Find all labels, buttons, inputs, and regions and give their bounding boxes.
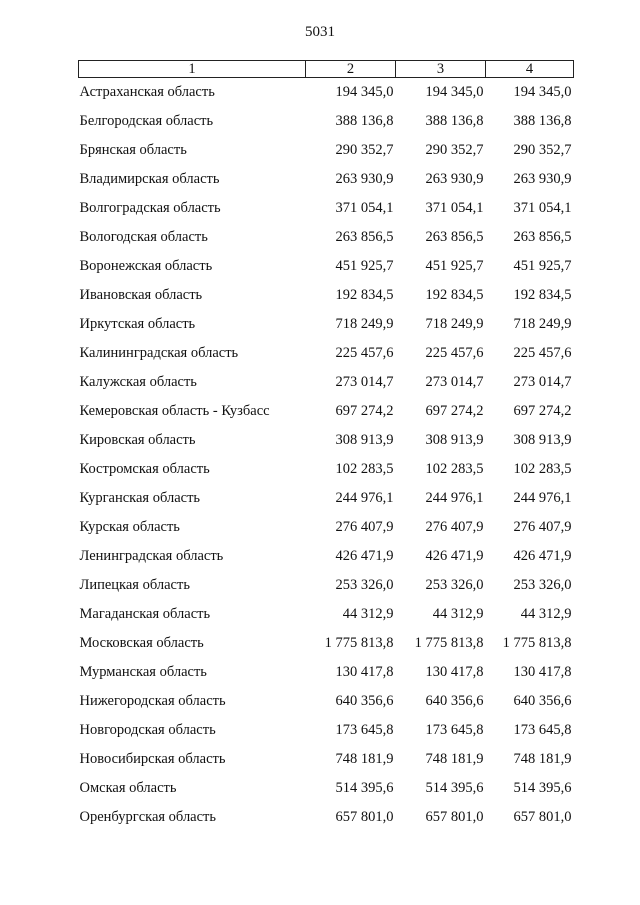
table-row	[79, 252, 574, 281]
table-row	[79, 600, 574, 629]
value-cell-col-4: 514 395,6	[513, 780, 572, 796]
value-cell-col-4: 276 407,9	[513, 519, 572, 535]
region-name: Магаданская область	[79, 606, 211, 622]
value-cell-col-4: 1 775 813,8	[502, 635, 572, 651]
value-cell-col-2: 718 249,9	[335, 316, 394, 332]
value-cell-col-2: 514 395,6	[335, 780, 394, 796]
value-cell-col-3: 102 283,5	[425, 461, 484, 477]
table-row	[79, 165, 574, 194]
value-cell-col-3: 697 274,2	[425, 403, 484, 419]
column-header-1: 1	[79, 61, 306, 78]
region-name: Московская область	[79, 635, 204, 651]
value-cell-col-3: 426 471,9	[425, 548, 484, 564]
table-row	[79, 513, 574, 542]
table-body	[79, 78, 574, 833]
value-cell-col-2: 263 856,5	[335, 229, 394, 245]
value-cell-col-4: 253 326,0	[513, 577, 572, 593]
table-row	[79, 310, 574, 339]
value-cell-col-2: 308 913,9	[335, 432, 394, 448]
region-name: Кемеровская область - Кузбасс	[79, 403, 270, 419]
value-cell-col-3: 192 834,5	[425, 287, 484, 303]
value-cell-col-4: 130 417,8	[513, 664, 572, 680]
table-row	[79, 223, 574, 252]
value-cell-col-2: 1 775 813,8	[324, 635, 394, 651]
table-row	[79, 78, 574, 108]
value-cell-col-3: 657 801,0	[425, 809, 484, 825]
value-cell-col-3: 451 925,7	[425, 258, 484, 274]
value-cell-col-2: 276 407,9	[335, 519, 394, 535]
value-cell-col-4: 173 645,8	[513, 722, 572, 738]
value-cell-col-3: 263 930,9	[425, 171, 484, 187]
value-cell-col-4: 640 356,6	[513, 693, 572, 709]
region-name: Воронежская область	[79, 258, 213, 274]
value-cell-col-2: 748 181,9	[335, 751, 394, 767]
value-cell-col-4: 263 856,5	[513, 229, 572, 245]
value-cell-col-4: 44 312,9	[520, 606, 572, 622]
value-cell-col-3: 640 356,6	[425, 693, 484, 709]
table-row	[79, 745, 574, 774]
table-row	[79, 281, 574, 310]
region-name: Курганская область	[79, 490, 201, 506]
value-cell-col-2: 371 054,1	[335, 200, 394, 216]
region-name: Кировская область	[79, 432, 196, 448]
table-row	[79, 687, 574, 716]
budget-table	[78, 60, 574, 832]
value-cell-col-3: 244 976,1	[425, 490, 484, 506]
value-cell-col-2: 640 356,6	[335, 693, 394, 709]
region-name: Астраханская область	[79, 84, 215, 100]
region-name: Новгородская область	[79, 722, 216, 738]
table-row	[79, 107, 574, 136]
value-cell-col-2: 225 457,6	[335, 345, 394, 361]
value-cell-col-3: 44 312,9	[432, 606, 484, 622]
region-name: Брянская область	[79, 142, 187, 158]
region-name: Омская область	[79, 780, 177, 796]
table-row	[79, 571, 574, 600]
value-cell-col-4: 308 913,9	[513, 432, 572, 448]
page-number: 5031	[305, 24, 335, 40]
value-cell-col-4: 273 014,7	[513, 374, 572, 390]
region-name: Калининградская область	[79, 345, 239, 361]
value-cell-col-2: 426 471,9	[335, 548, 394, 564]
value-cell-col-2: 273 014,7	[335, 374, 394, 390]
table-row	[79, 658, 574, 687]
value-cell-col-4: 426 471,9	[513, 548, 572, 564]
region-name: Вологодская область	[79, 229, 208, 245]
region-name: Калужская область	[79, 374, 197, 390]
value-cell-col-3: 388 136,8	[425, 113, 484, 129]
value-cell-col-3: 1 775 813,8	[414, 635, 484, 651]
value-cell-col-3: 308 913,9	[425, 432, 484, 448]
table-row	[79, 542, 574, 571]
value-cell-col-2: 130 417,8	[335, 664, 394, 680]
region-name: Нижегородская область	[79, 693, 226, 709]
value-cell-col-3: 194 345,0	[425, 84, 484, 100]
region-name: Мурманская область	[79, 664, 207, 680]
value-cell-col-4: 718 249,9	[513, 316, 572, 332]
value-cell-col-3: 130 417,8	[425, 664, 484, 680]
value-cell-col-3: 173 645,8	[425, 722, 484, 738]
region-name: Волгоградская область	[79, 200, 221, 216]
value-cell-col-3: 263 856,5	[425, 229, 484, 245]
value-cell-col-4: 451 925,7	[513, 258, 572, 274]
value-cell-col-2: 451 925,7	[335, 258, 394, 274]
value-cell-col-3: 371 054,1	[425, 200, 484, 216]
value-cell-col-2: 244 976,1	[335, 490, 394, 506]
value-cell-col-4: 225 457,6	[513, 345, 572, 361]
value-cell-col-4: 748 181,9	[513, 751, 572, 767]
value-cell-col-2: 102 283,5	[335, 461, 394, 477]
value-cell-col-4: 388 136,8	[513, 113, 572, 129]
table-row	[79, 426, 574, 455]
value-cell-col-4: 371 054,1	[513, 200, 572, 216]
value-cell-col-2: 44 312,9	[342, 606, 394, 622]
value-cell-col-3: 514 395,6	[425, 780, 484, 796]
value-cell-col-2: 697 274,2	[335, 403, 394, 419]
table-row	[79, 629, 574, 658]
value-cell-col-4: 102 283,5	[513, 461, 572, 477]
table-row	[79, 397, 574, 426]
region-name: Липецкая область	[79, 577, 190, 593]
value-cell-col-2: 192 834,5	[335, 287, 394, 303]
value-cell-col-4: 194 345,0	[513, 84, 572, 100]
region-name: Новосибирская область	[79, 751, 226, 767]
region-name: Оренбургская область	[79, 809, 217, 825]
table-row	[79, 339, 574, 368]
value-cell-col-4: 657 801,0	[513, 809, 572, 825]
table-row	[79, 136, 574, 165]
value-cell-col-3: 748 181,9	[425, 751, 484, 767]
region-name: Владимирская область	[79, 171, 220, 187]
value-cell-col-3: 290 352,7	[425, 142, 484, 158]
table-header	[79, 61, 574, 78]
region-name: Ивановская область	[79, 287, 203, 303]
value-cell-col-2: 657 801,0	[335, 809, 394, 825]
value-cell-col-4: 290 352,7	[513, 142, 572, 158]
column-header-2: 2	[306, 61, 396, 78]
value-cell-col-2: 194 345,0	[335, 84, 394, 100]
value-cell-col-2: 253 326,0	[335, 577, 394, 593]
value-cell-col-2: 263 930,9	[335, 171, 394, 187]
region-name: Костромская область	[79, 461, 210, 477]
value-cell-col-2: 388 136,8	[335, 113, 394, 129]
column-header-4: 4	[486, 61, 574, 78]
value-cell-col-4: 192 834,5	[513, 287, 572, 303]
value-cell-col-4: 263 930,9	[513, 171, 572, 187]
table-row	[79, 368, 574, 397]
table-row	[79, 455, 574, 484]
value-cell-col-2: 173 645,8	[335, 722, 394, 738]
region-name: Иркутская область	[79, 316, 196, 332]
table-row	[79, 774, 574, 803]
region-name: Белгородская область	[79, 113, 214, 129]
table-row	[79, 716, 574, 745]
value-cell-col-3: 273 014,7	[425, 374, 484, 390]
value-cell-col-4: 244 976,1	[513, 490, 572, 506]
table-row	[79, 194, 574, 223]
value-cell-col-3: 718 249,9	[425, 316, 484, 332]
table-row	[79, 803, 574, 832]
column-header-3: 3	[396, 61, 486, 78]
table-row	[79, 484, 574, 513]
header-row	[79, 61, 574, 78]
value-cell-col-3: 253 326,0	[425, 577, 484, 593]
value-cell-col-2: 290 352,7	[335, 142, 394, 158]
region-name: Ленинградская область	[79, 548, 224, 564]
value-cell-col-4: 697 274,2	[513, 403, 572, 419]
value-cell-col-3: 225 457,6	[425, 345, 484, 361]
value-cell-col-3: 276 407,9	[425, 519, 484, 535]
region-name: Курская область	[79, 519, 180, 535]
